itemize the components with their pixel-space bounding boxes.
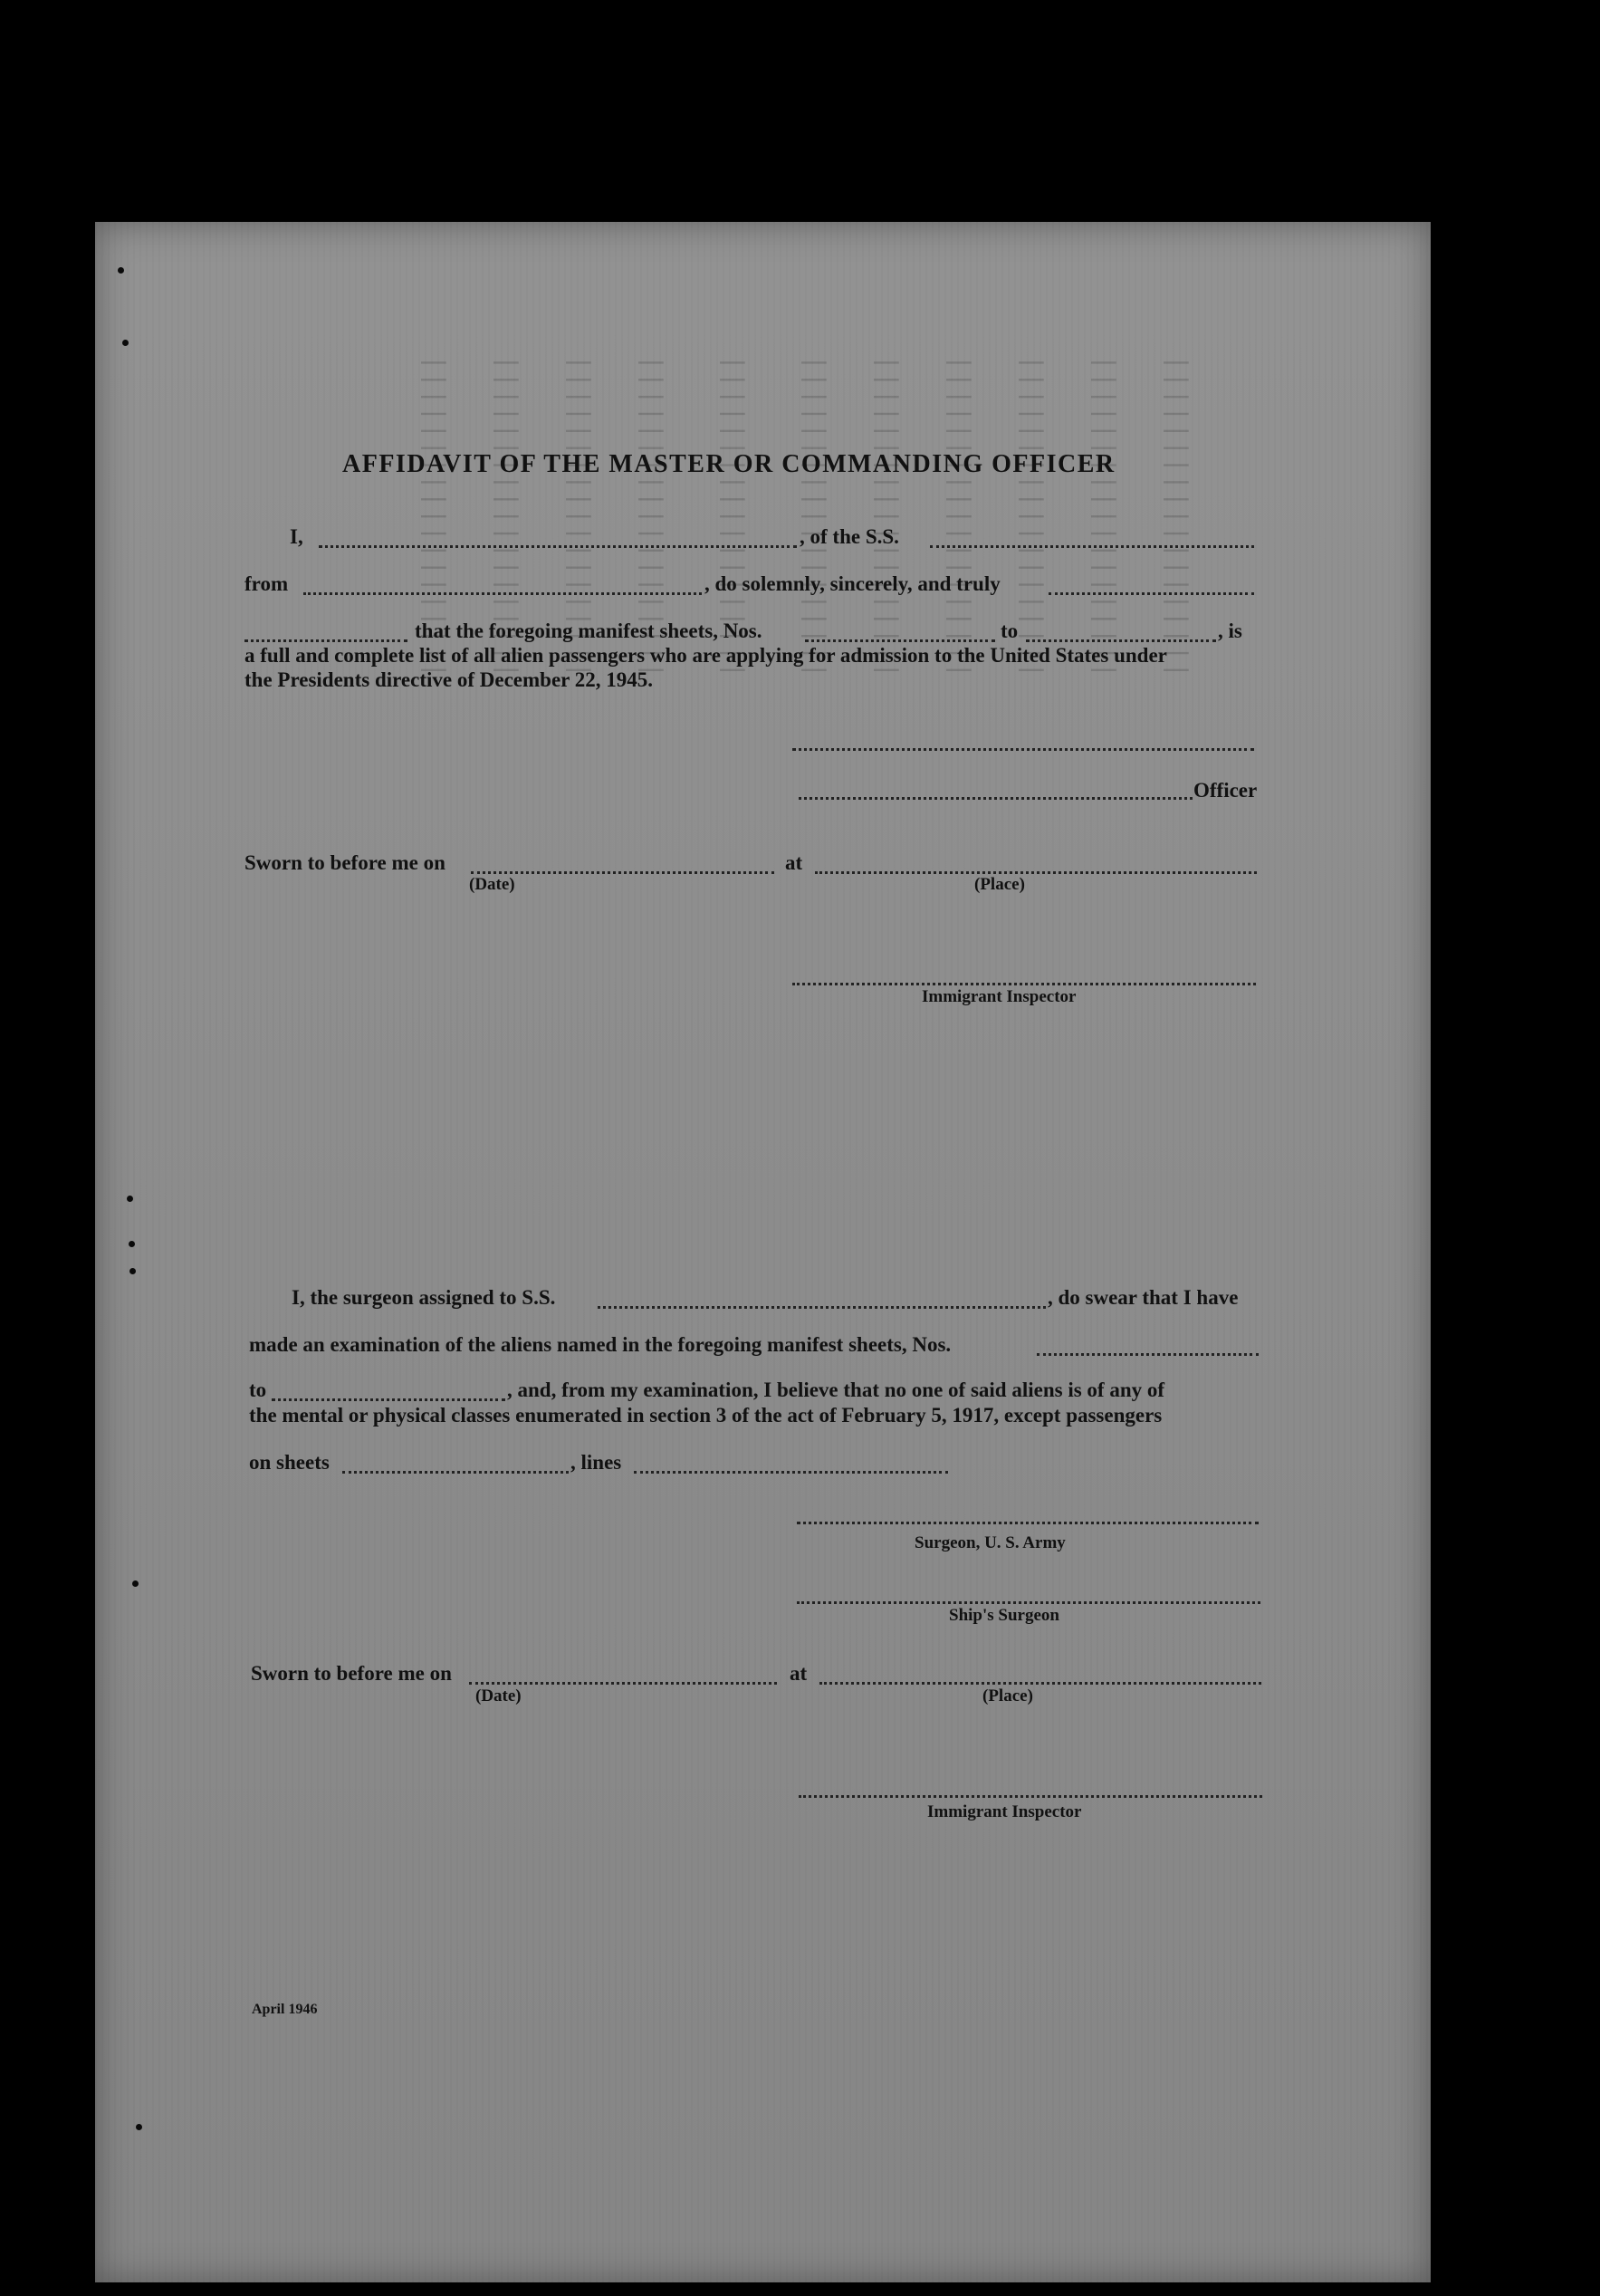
master-date-caption: (Date)	[469, 875, 515, 894]
master-inspector-label: Immigrant Inspector	[922, 987, 1077, 1006]
bleed-through: |||||||||||||||||||	[1159, 353, 1189, 678]
edge-mark	[118, 267, 124, 274]
bleed-through: |||||||||||||||||||	[797, 353, 827, 678]
surgeon-ship-field[interactable]	[598, 1306, 1046, 1309]
surgeon-place-caption: (Place)	[982, 1686, 1033, 1705]
bleed-through: |||||||||||||||||||	[715, 353, 745, 678]
master-statement-line4: a full and complete list of all alien passengers who are applying for admission to the United States under	[244, 644, 1167, 667]
master-to-label: to	[1001, 620, 1019, 642]
surgeon-sworn-label: Sworn to before me on	[251, 1662, 452, 1685]
surgeon-sworn-place-field[interactable]	[819, 1682, 1261, 1685]
master-from-label: from	[244, 572, 289, 595]
master-statement-line5: the Presidents directive of December 22, 1945.	[244, 668, 653, 691]
surgeon-sheets-to-field[interactable]	[272, 1398, 505, 1401]
master-sheets-to-field[interactable]	[1026, 639, 1216, 642]
master-of-ss-label: , of the S.S.	[800, 525, 899, 548]
edge-mark	[122, 340, 129, 346]
ship-surgeon-label: Ship's Surgeon	[949, 1606, 1059, 1625]
bleed-through: |||||||||||||||||||	[489, 353, 519, 678]
surgeon-inspector-signature-field[interactable]	[799, 1795, 1262, 1798]
master-sworn-place-field[interactable]	[815, 871, 1257, 874]
master-signature-field[interactable]	[792, 748, 1254, 751]
master-oath-field[interactable]	[1049, 592, 1254, 595]
edge-mark	[132, 1580, 139, 1587]
master-sheets-from-field[interactable]	[805, 639, 995, 642]
bleed-through: |||||||||||||||||||	[869, 353, 899, 678]
bleed-through: |||||||||||||||||||	[942, 353, 972, 678]
edge-mark	[129, 1268, 136, 1274]
surgeon-line4-label: the mental or physical classes enumerated in section 3 of the act of February 5, 1917, except passengers	[249, 1404, 1163, 1427]
edge-mark	[127, 1196, 133, 1202]
master-at-label: at	[785, 851, 803, 874]
surgeon-line1-label: I, the surgeon assigned to S.S.	[292, 1286, 556, 1309]
surgeon-inspector-label: Immigrant Inspector	[927, 1802, 1082, 1821]
bleed-through: |||||||||||||||||||	[1014, 353, 1044, 678]
master-sworn-label: Sworn to before me on	[244, 851, 446, 874]
master-inspector-signature-field[interactable]	[792, 983, 1256, 985]
edge-mark	[136, 2124, 142, 2130]
surgeon-sheets-from-field[interactable]	[1037, 1353, 1259, 1356]
bleed-through: |||||||||||||||||||	[417, 353, 446, 678]
master-verb-field[interactable]	[244, 639, 407, 642]
officer-label: Officer	[1193, 779, 1258, 802]
surgeon-on-sheets-field[interactable]	[342, 1471, 569, 1474]
surgeon-swear-label: , do swear that I have	[1048, 1286, 1239, 1309]
army-surgeon-signature-field[interactable]	[797, 1522, 1259, 1524]
master-from-field[interactable]	[303, 592, 702, 595]
bleed-through: |||||||||||||||||||	[1087, 353, 1116, 678]
surgeon-on-sheets-label: on sheets	[249, 1451, 330, 1474]
master-name-field[interactable]	[319, 545, 797, 548]
affidavit-title: AFFIDAVIT OF THE MASTER OR COMMANDING OFFICER	[342, 450, 1116, 478]
edge-mark	[129, 1241, 135, 1247]
officer-signature-field[interactable]	[799, 797, 1193, 800]
master-swear-label: , do solemnly, sincerely, and truly	[704, 572, 1001, 595]
surgeon-sworn-date-field[interactable]	[469, 1682, 777, 1685]
surgeon-line3-label: , and, from my examination, I believe that no one of said aliens is of any of	[507, 1379, 1165, 1401]
surgeon-at-label: at	[790, 1662, 808, 1685]
surgeon-date-caption: (Date)	[475, 1686, 522, 1705]
master-ship-field[interactable]	[930, 545, 1254, 548]
bleed-through: |||||||||||||||||||	[634, 353, 664, 678]
master-is-label: , is	[1218, 620, 1242, 642]
army-surgeon-label: Surgeon, U. S. Army	[915, 1533, 1066, 1552]
bleed-through: |||||||||||||||||||	[561, 353, 591, 678]
surgeon-lines-field[interactable]	[634, 1471, 948, 1474]
master-sworn-date-field[interactable]	[471, 871, 774, 874]
surgeon-lines-label: , lines	[570, 1451, 622, 1474]
surgeon-line2-label: made an examination of the aliens named in the foregoing manifest sheets, Nos.	[249, 1333, 952, 1356]
master-place-caption: (Place)	[974, 875, 1025, 894]
master-sheets-label: that the foregoing manifest sheets, Nos.	[415, 620, 762, 642]
form-edition-date: April 1946	[252, 2002, 318, 2017]
surgeon-to-label: to	[249, 1379, 267, 1401]
master-i-label: I,	[290, 525, 303, 548]
ship-surgeon-signature-field[interactable]	[797, 1601, 1260, 1604]
